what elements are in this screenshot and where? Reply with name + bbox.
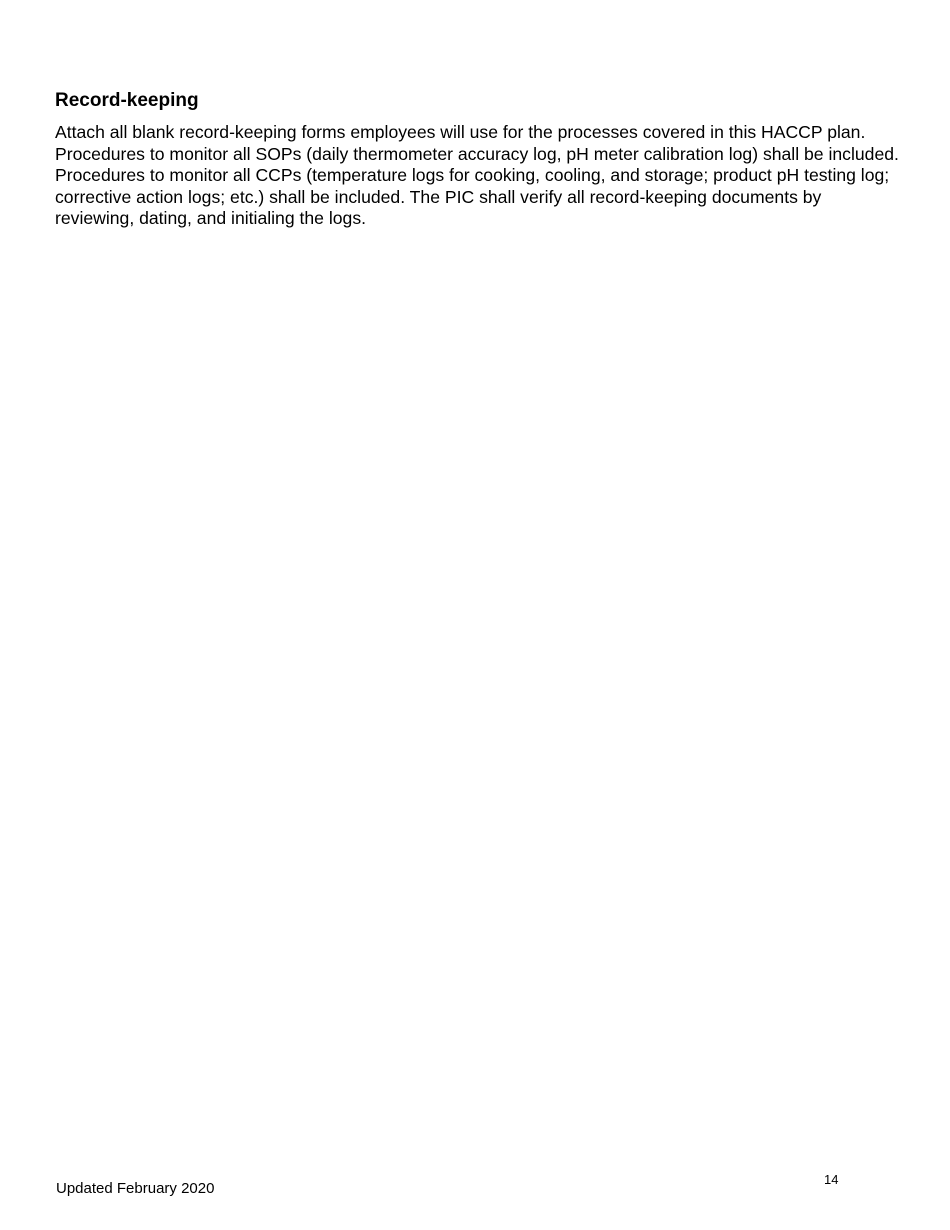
page-number: 14 — [824, 1172, 839, 1187]
body-paragraph: Attach all blank record-keeping forms employees will use for the processes covered in this HACCP plan. Procedures to monitor all SOPs (daily thermometer accuracy log, pH meter calibration log) shall be included. Procedures to monitor all CCPs (temperature logs for cooking, cooling, and storage; product pH testing log; corrective action logs; etc.) shall be included. The PIC shall verify all record-keeping documents by reviewing, dating, and initialing the logs. — [55, 122, 899, 228]
section-heading: Record-keeping — [55, 90, 199, 111]
footer-updated-date: Updated February 2020 — [56, 1180, 215, 1197]
